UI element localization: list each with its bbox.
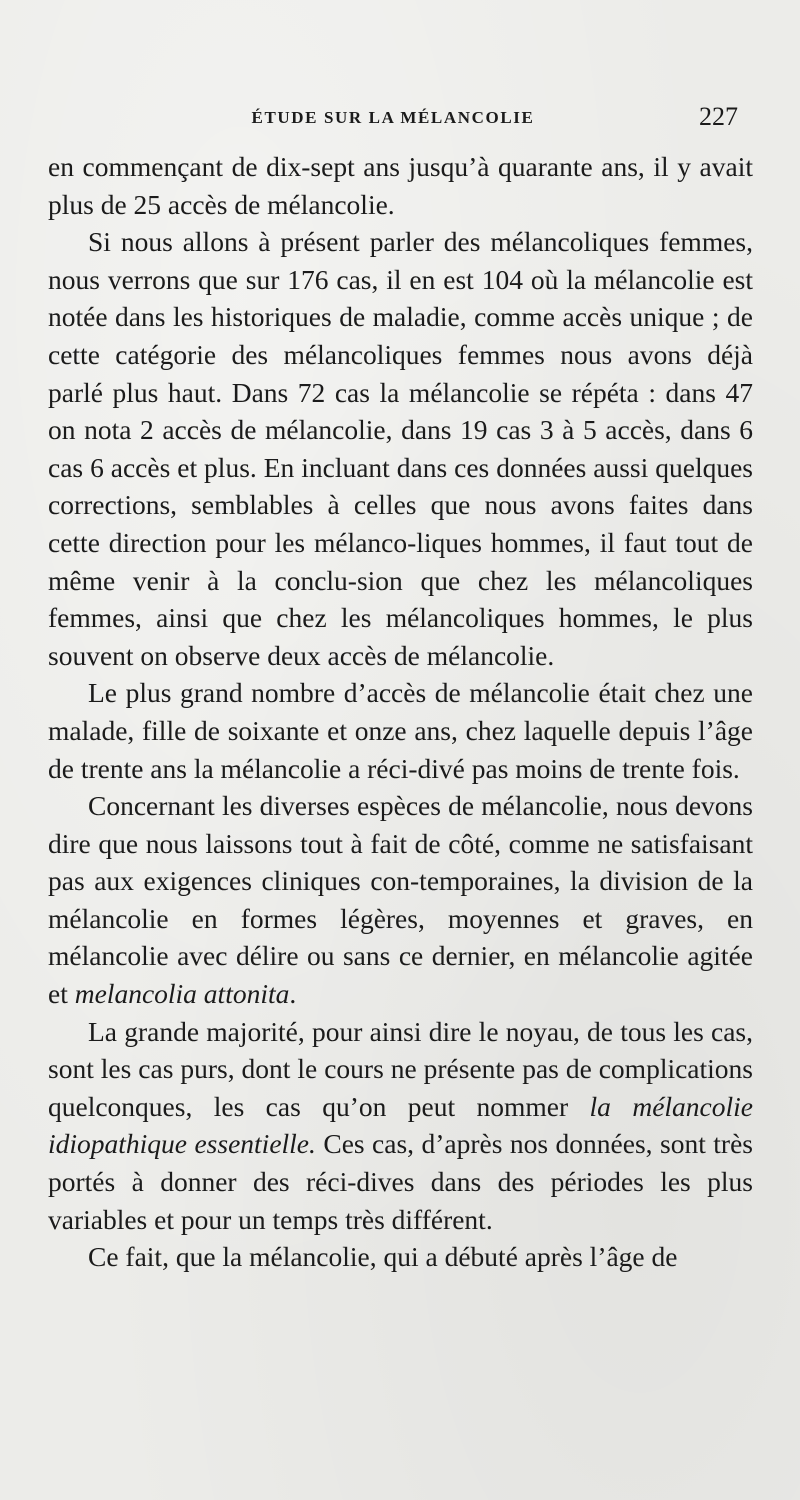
paragraph-final-line: Ce fait, que la mélancolie, qui a débuté après l’âge de [88,1241,678,1273]
running-title: ÉTUDE SUR LA MÉLANCOLIE [251,108,535,127]
italic-term: la mélancolie idiopathique essentielle. [48,1090,753,1160]
paragraph-continuation: en commençant de dix-sept ans jusqu’à quarante ans, il y avait plus de 25 accès de mélancolie. [48,151,753,220]
paragraph-melancholy-species [48,787,753,1013]
page-number: 227 [699,102,738,131]
paragraph-female-cases: Si nous allons à présent parler des mélancoliques femmes, nous verrons que sur 176 cas, il en est 104 où la mélancolie est notée dans les historiques de maladie, comme accès unique ; de cette catégorie des mélancoliques femmes nous avons déjà parlé plus haut. Dans 72 cas la mélancolie se répéta : dans 47 on nota 2 accès de mélancolie, dans 19 cas 3 à 5 accès, dans 6 cas 6 accès et plus. En incluant dans ces données aussi quelques corrections, semblables à celles que nous avons faites dans cette direction pour les mélanco-liques hommes, il faut tout de même venir à la conclu-sion que chez les mélancoliques femmes, ainsi que chez les mélancoliques hommes, le plus souvent on observe deux accès de mélancolie. [48,226,753,671]
italic-term: melancolia attonita [74,978,290,1010]
paragraph-max-episodes: Le plus grand nombre d’accès de mélancolie était chez une malade, fille de soixante et onze ans, chez laquelle depuis l’âge de trente ans la mélancolie a réci-divé pas moins de trente fois. [48,677,753,784]
paragraph-pure-cases [48,1013,753,1239]
paragraph-text: Ces cas, d’après nos données, sont très portés à donner des réci-dives dans des périodes les plus variables et pour un temps très différent. [48,1128,753,1235]
body-text [48,148,753,1276]
page-header [48,100,738,140]
paragraph-text: . [289,978,297,1010]
paragraph-text: La grande majorité, pour ainsi dire le noyau, de tous les cas, sont les cas purs, dont le cours ne présente pas de complications quelconques, les cas qu’on peut nommer [48,1015,753,1122]
paragraph-text: Concernant les diverses espèces de mélancolie, nous devons dire que nous laissons tout à fait de côté, comme ne satisfaisant pas aux exigences cliniques con-temporaines, la division de la mélancolie en formes légères, moyennes et graves, en mélancolie avec délire ou sans ce dernier, en mélancolie agitée et [48,790,753,1010]
